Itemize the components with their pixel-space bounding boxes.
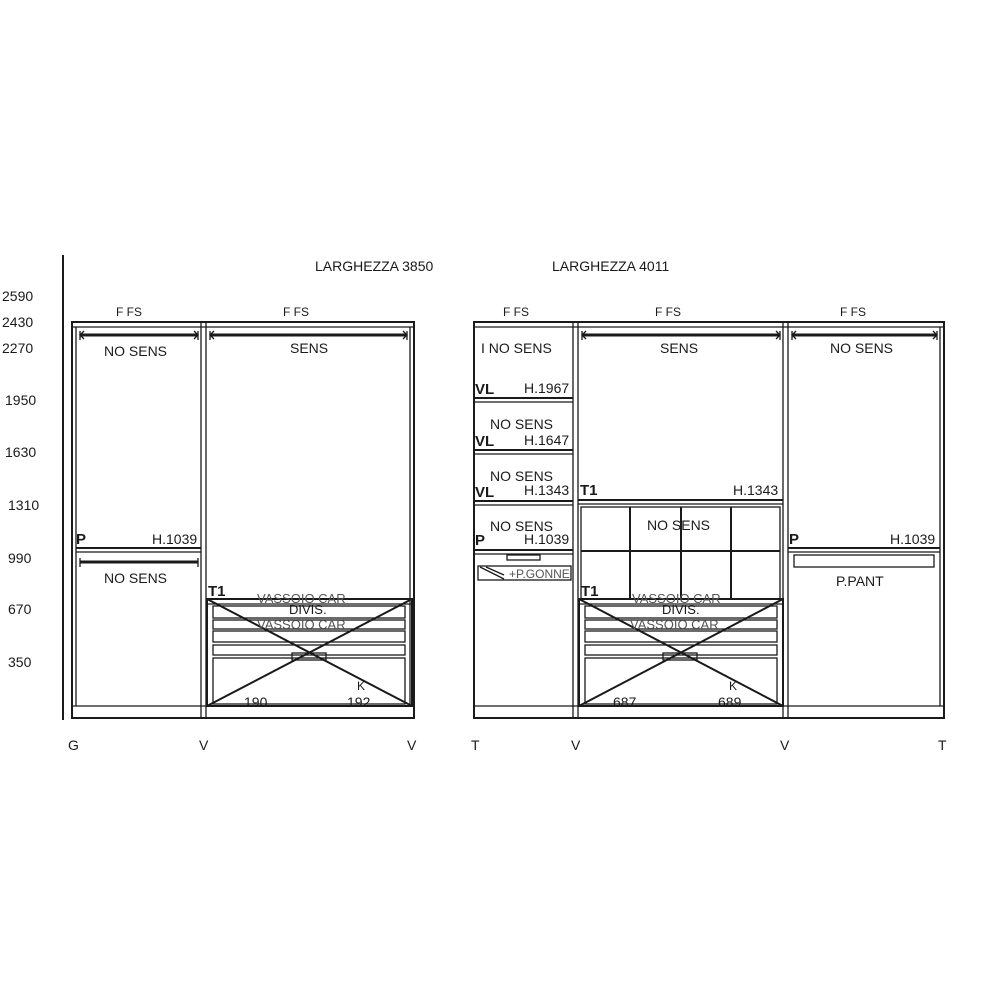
skirt-rack-label: +P.GONNE [509,567,570,581]
trouser-rack-label: P.PANT [836,573,884,589]
ffs-marker: F FS [840,305,866,319]
ffs-marker: F FS [283,305,309,319]
tray-label: VASSOIO CAR [632,591,721,606]
left-width-title: LARGHEZZA 3850 [315,258,434,274]
scale-tick-1630: 1630 [5,444,37,460]
scale-tick-1310: 1310 [8,497,40,513]
door-label-no-sens: NO SENS [830,340,894,356]
scale-tick-1950: 1950 [5,392,37,408]
drawer-unit [207,583,412,710]
code-label: 687 [613,694,637,710]
side-marker-t: T [471,737,480,753]
ffs-marker: F FS [503,305,529,319]
code-label: 689 [718,694,742,710]
door-label-sens: SENS [660,340,699,356]
trouser-rack [794,555,934,567]
code-label: 192 [347,694,371,710]
door-label-no-sens-lower: NO SENS [104,570,168,586]
tray-label: VASSOIO CAR [257,617,346,632]
scale-tick-2270: 2270 [2,340,34,356]
shelf-height-label: H.1039 [524,531,570,547]
shelf-type-p: P [789,531,800,548]
shelf-height-label: H.1343 [524,482,570,498]
bottom-markers [68,737,947,753]
door-label-no-sens: NO SENS [490,468,554,484]
height-scale [2,255,63,720]
ffs-marker: F FS [655,305,681,319]
side-marker-g: G [68,737,79,753]
door-label-no-sens: NO SENS [490,518,554,534]
side-marker-v: V [780,737,790,753]
hanging-rail [792,331,937,340]
unit-type-t1: T1 [580,482,598,499]
scale-tick-670: 670 [8,601,32,617]
side-marker-v: V [407,737,417,753]
right-wardrobe [474,305,944,718]
scale-tick-2590: 2590 [2,288,34,304]
shelf-type-p: P [475,532,486,549]
shelf-type-vl: VL [475,433,495,450]
glass-cabinet [578,482,783,599]
hanging-rail [210,331,407,340]
hanging-rail [582,331,780,340]
door-label-sens: SENS [290,340,329,356]
shelf-height-label: H.1039 [890,531,936,547]
door-label-no-sens: NO SENS [647,517,711,533]
handle-k-label: K [357,679,366,693]
shelf-type-vl: VL [475,484,495,501]
unit-type-t1: T1 [208,583,226,600]
drawer-unit [579,583,783,710]
tray-label: VASSOIO CAR [630,617,719,632]
shelf-type-p: P [76,531,87,548]
scale-tick-990: 990 [8,550,32,566]
code-label: 190 [244,694,268,710]
unit-height-label: H.1343 [733,482,779,498]
shelf-height-label: H.1967 [524,380,570,396]
side-marker-v: V [199,737,209,753]
unit-type-t1: T1 [581,583,599,600]
divider-label: DIVIS. [662,602,700,617]
handle-k-label: K [729,679,738,693]
tray-label: VASSOIO CAR [257,591,346,606]
side-marker-t: T [938,737,947,753]
shelf-height-label: H.1039 [152,531,198,547]
scale-tick-2430: 2430 [2,314,34,330]
left-wardrobe [72,305,414,718]
door-label-no-sens: I NO SENS [481,340,552,356]
door-label-no-sens: NO SENS [104,343,168,359]
hanging-rail-lower [80,558,198,567]
hanging-rail [80,331,198,340]
ffs-marker: F FS [116,305,142,319]
shelf-height-label: H.1647 [524,432,570,448]
right-width-title: LARGHEZZA 4011 [552,258,670,274]
door-label-no-sens: NO SENS [490,416,554,432]
side-marker-v: V [571,737,581,753]
scale-tick-350: 350 [8,654,32,670]
skirt-hanger [478,555,571,581]
shelf-type-vl: VL [475,381,495,398]
divider-label: DIVIS. [289,602,327,617]
